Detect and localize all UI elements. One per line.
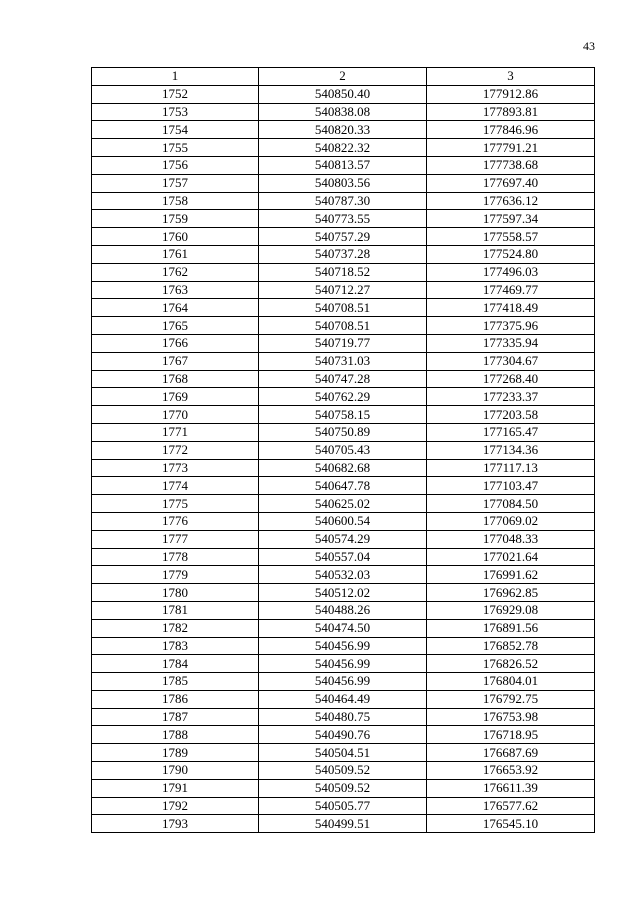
table-row: [92, 85, 595, 103]
y-coordinate-cell: 176962.85: [427, 584, 595, 602]
y-coordinate-cell: 176718.95: [427, 726, 595, 744]
table-row: [92, 299, 595, 317]
x-coordinate-cell: 540803.56: [259, 174, 427, 192]
y-coordinate-cell: 177304.67: [427, 352, 595, 370]
x-coordinate-cell: 540731.03: [259, 352, 427, 370]
y-coordinate-cell: 176545.10: [427, 815, 595, 833]
table-row: [92, 495, 595, 513]
table-row: [92, 174, 595, 192]
point-number-cell: 1778: [92, 548, 259, 566]
table-row: [92, 352, 595, 370]
table-row: [92, 406, 595, 424]
point-number-cell: 1789: [92, 744, 259, 762]
point-number-cell: 1793: [92, 815, 259, 833]
table-row: [92, 388, 595, 406]
y-coordinate-cell: 177203.58: [427, 406, 595, 424]
y-coordinate-cell: 177134.36: [427, 441, 595, 459]
table-row: [92, 156, 595, 174]
point-number-cell: 1771: [92, 423, 259, 441]
point-number-cell: 1756: [92, 156, 259, 174]
y-coordinate-cell: 177084.50: [427, 495, 595, 513]
x-coordinate-cell: 540838.08: [259, 103, 427, 121]
table-row: [92, 263, 595, 281]
table-row: [92, 370, 595, 388]
y-coordinate-cell: 177233.37: [427, 388, 595, 406]
point-number-cell: 1772: [92, 441, 259, 459]
y-coordinate-cell: 176929.08: [427, 601, 595, 619]
table-row: [92, 726, 595, 744]
table-row: [92, 708, 595, 726]
table-row: [92, 121, 595, 139]
table-row: [92, 530, 595, 548]
point-number-cell: 1790: [92, 762, 259, 780]
point-number-cell: 1780: [92, 584, 259, 602]
x-coordinate-cell: 540718.52: [259, 263, 427, 281]
table-row: [92, 245, 595, 263]
point-number-cell: 1777: [92, 530, 259, 548]
point-number-cell: 1752: [92, 85, 259, 103]
x-coordinate-cell: 540708.51: [259, 299, 427, 317]
point-number-cell: 1782: [92, 619, 259, 637]
point-number-cell: 1773: [92, 459, 259, 477]
table-row: [92, 139, 595, 157]
table-row: [92, 637, 595, 655]
point-number-cell: 1754: [92, 121, 259, 139]
point-number-cell: 1769: [92, 388, 259, 406]
point-number-cell: 1786: [92, 690, 259, 708]
x-coordinate-cell: 540682.68: [259, 459, 427, 477]
x-coordinate-cell: 540705.43: [259, 441, 427, 459]
y-coordinate-cell: 176753.98: [427, 708, 595, 726]
table-row: [92, 459, 595, 477]
y-coordinate-cell: 176891.56: [427, 619, 595, 637]
point-number-cell: 1776: [92, 512, 259, 530]
y-coordinate-cell: 176611.39: [427, 779, 595, 797]
point-number-cell: 1783: [92, 637, 259, 655]
table-row: [92, 655, 595, 673]
y-coordinate-cell: 177048.33: [427, 530, 595, 548]
y-coordinate-cell: 176991.62: [427, 566, 595, 584]
y-coordinate-cell: 177103.47: [427, 477, 595, 495]
x-coordinate-cell: 540512.02: [259, 584, 427, 602]
x-coordinate-cell: 540758.15: [259, 406, 427, 424]
column-header-3: 3: [427, 68, 595, 86]
y-coordinate-cell: 176852.78: [427, 637, 595, 655]
x-coordinate-cell: 540505.77: [259, 797, 427, 815]
x-coordinate-cell: 540509.52: [259, 762, 427, 780]
x-coordinate-cell: 540820.33: [259, 121, 427, 139]
table-row: [92, 477, 595, 495]
point-number-cell: 1766: [92, 334, 259, 352]
x-coordinate-cell: 540509.52: [259, 779, 427, 797]
y-coordinate-cell: 177268.40: [427, 370, 595, 388]
x-coordinate-cell: 540488.26: [259, 601, 427, 619]
point-number-cell: 1757: [92, 174, 259, 192]
x-coordinate-cell: 540787.30: [259, 192, 427, 210]
y-coordinate-cell: 177469.77: [427, 281, 595, 299]
y-coordinate-cell: 176792.75: [427, 690, 595, 708]
table-row: [92, 423, 595, 441]
table-row: [92, 566, 595, 584]
x-coordinate-cell: 540813.57: [259, 156, 427, 174]
y-coordinate-cell: 177558.57: [427, 228, 595, 246]
table-row: [92, 228, 595, 246]
point-number-cell: 1765: [92, 317, 259, 335]
x-coordinate-cell: 540464.49: [259, 690, 427, 708]
y-coordinate-cell: 176687.69: [427, 744, 595, 762]
x-coordinate-cell: 540499.51: [259, 815, 427, 833]
x-coordinate-cell: 540456.99: [259, 673, 427, 691]
x-coordinate-cell: 540773.55: [259, 210, 427, 228]
table-row: [92, 779, 595, 797]
page-number: 43: [583, 39, 595, 53]
coordinates-table: [91, 67, 595, 833]
x-coordinate-cell: 540762.29: [259, 388, 427, 406]
point-number-cell: 1774: [92, 477, 259, 495]
point-number-cell: 1768: [92, 370, 259, 388]
table-row: [92, 762, 595, 780]
point-number-cell: 1755: [92, 139, 259, 157]
y-coordinate-cell: 177335.94: [427, 334, 595, 352]
x-coordinate-cell: 540504.51: [259, 744, 427, 762]
y-coordinate-cell: 177069.02: [427, 512, 595, 530]
y-coordinate-cell: 177418.49: [427, 299, 595, 317]
x-coordinate-cell: 540750.89: [259, 423, 427, 441]
y-coordinate-cell: 176653.92: [427, 762, 595, 780]
column-header-1: 1: [92, 68, 259, 86]
x-coordinate-cell: 540625.02: [259, 495, 427, 513]
y-coordinate-cell: 177597.34: [427, 210, 595, 228]
table-header-row: [92, 68, 595, 86]
y-coordinate-cell: 177846.96: [427, 121, 595, 139]
x-coordinate-cell: 540490.76: [259, 726, 427, 744]
x-coordinate-cell: 540456.99: [259, 655, 427, 673]
y-coordinate-cell: 177697.40: [427, 174, 595, 192]
x-coordinate-cell: 540757.29: [259, 228, 427, 246]
table-row: [92, 317, 595, 335]
point-number-cell: 1759: [92, 210, 259, 228]
x-coordinate-cell: 540708.51: [259, 317, 427, 335]
table-row: [92, 281, 595, 299]
x-coordinate-cell: 540737.28: [259, 245, 427, 263]
x-coordinate-cell: 540747.28: [259, 370, 427, 388]
point-number-cell: 1763: [92, 281, 259, 299]
table-row: [92, 744, 595, 762]
table-row: [92, 619, 595, 637]
table-body: [92, 85, 595, 832]
point-number-cell: 1787: [92, 708, 259, 726]
y-coordinate-cell: 177636.12: [427, 192, 595, 210]
table-row: [92, 815, 595, 833]
point-number-cell: 1760: [92, 228, 259, 246]
point-number-cell: 1762: [92, 263, 259, 281]
table-row: [92, 512, 595, 530]
y-coordinate-cell: 177375.96: [427, 317, 595, 335]
y-coordinate-cell: 177791.21: [427, 139, 595, 157]
table-row: [92, 584, 595, 602]
table-row: [92, 548, 595, 566]
table-row: [92, 103, 595, 121]
point-number-cell: 1781: [92, 601, 259, 619]
x-coordinate-cell: 540719.77: [259, 334, 427, 352]
x-coordinate-cell: 540474.50: [259, 619, 427, 637]
y-coordinate-cell: 177893.81: [427, 103, 595, 121]
point-number-cell: 1767: [92, 352, 259, 370]
point-number-cell: 1764: [92, 299, 259, 317]
point-number-cell: 1770: [92, 406, 259, 424]
table-row: [92, 210, 595, 228]
point-number-cell: 1753: [92, 103, 259, 121]
point-number-cell: 1791: [92, 779, 259, 797]
y-coordinate-cell: 176804.01: [427, 673, 595, 691]
x-coordinate-cell: 540850.40: [259, 85, 427, 103]
y-coordinate-cell: 177117.13: [427, 459, 595, 477]
y-coordinate-cell: 177524.80: [427, 245, 595, 263]
point-number-cell: 1775: [92, 495, 259, 513]
table-row: [92, 690, 595, 708]
point-number-cell: 1784: [92, 655, 259, 673]
x-coordinate-cell: 540532.03: [259, 566, 427, 584]
table-row: [92, 797, 595, 815]
y-coordinate-cell: 176826.52: [427, 655, 595, 673]
x-coordinate-cell: 540712.27: [259, 281, 427, 299]
y-coordinate-cell: 176577.62: [427, 797, 595, 815]
point-number-cell: 1792: [92, 797, 259, 815]
x-coordinate-cell: 540456.99: [259, 637, 427, 655]
x-coordinate-cell: 540574.29: [259, 530, 427, 548]
table-row: [92, 673, 595, 691]
point-number-cell: 1788: [92, 726, 259, 744]
x-coordinate-cell: 540480.75: [259, 708, 427, 726]
y-coordinate-cell: 177496.03: [427, 263, 595, 281]
y-coordinate-cell: 177912.86: [427, 85, 595, 103]
x-coordinate-cell: 540600.54: [259, 512, 427, 530]
table-row: [92, 334, 595, 352]
table-row: [92, 192, 595, 210]
point-number-cell: 1785: [92, 673, 259, 691]
x-coordinate-cell: 540822.32: [259, 139, 427, 157]
x-coordinate-cell: 540647.78: [259, 477, 427, 495]
column-header-2: 2: [259, 68, 427, 86]
y-coordinate-cell: 177021.64: [427, 548, 595, 566]
point-number-cell: 1779: [92, 566, 259, 584]
point-number-cell: 1761: [92, 245, 259, 263]
y-coordinate-cell: 177165.47: [427, 423, 595, 441]
point-number-cell: 1758: [92, 192, 259, 210]
y-coordinate-cell: 177738.68: [427, 156, 595, 174]
table-row: [92, 601, 595, 619]
x-coordinate-cell: 540557.04: [259, 548, 427, 566]
table-row: [92, 441, 595, 459]
